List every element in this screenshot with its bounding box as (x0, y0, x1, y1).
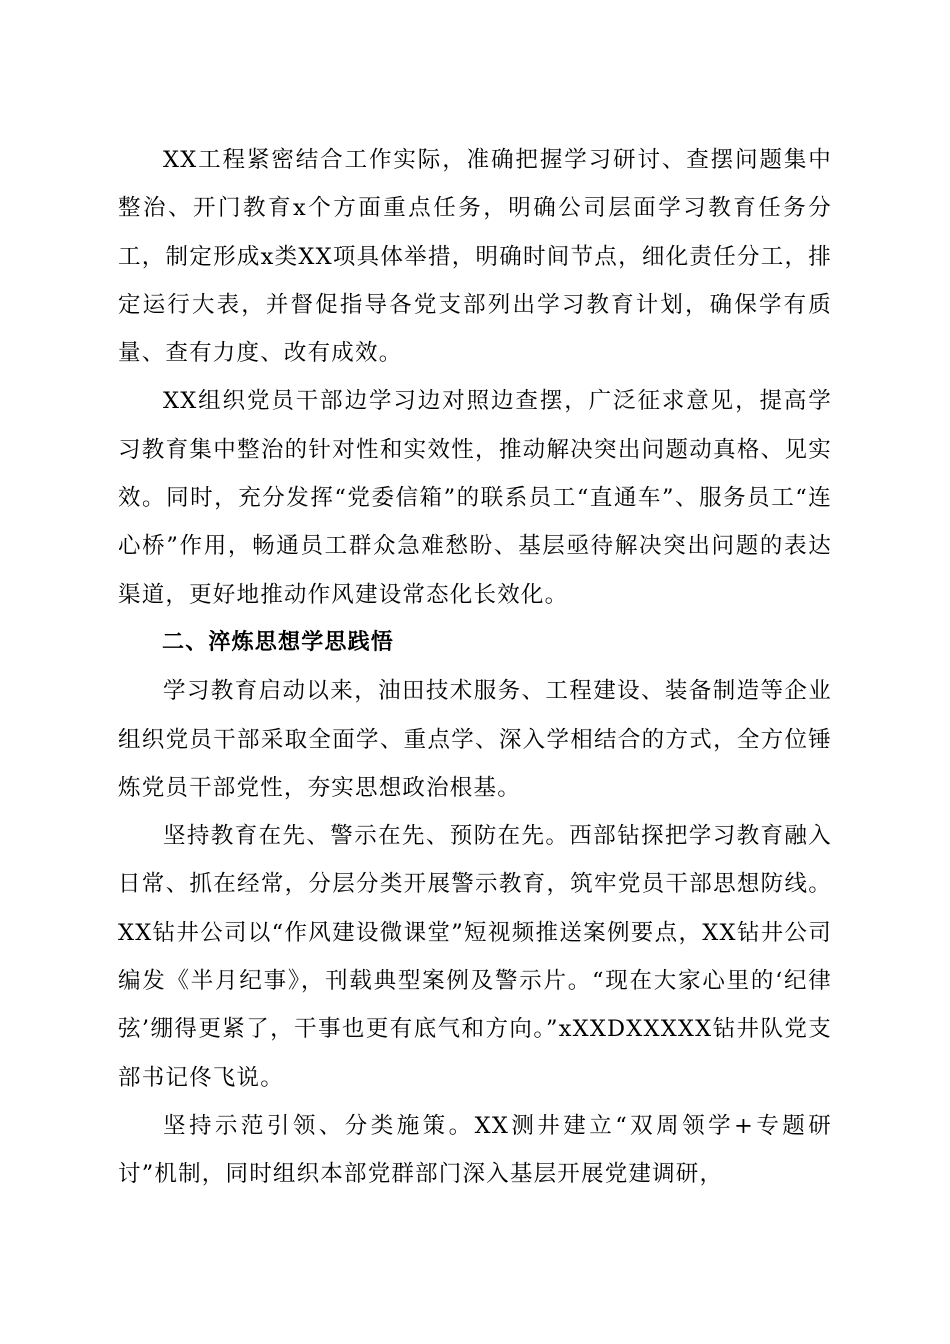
paragraph-self-inspection: XX组织党员干部边学习边对照边查摆，广泛征求意见，提高学习教育集中整治的针对性和实效性，推动解决突出问题动真格、见实效。同时，充分发挥“党委信箱”的联系员工“直通车”、服务员工“连心桥”作用，畅通员工群众急难愁盼、基层亟待解决突出问题的表达渠道，更好地推动作风建设常态化长效化。 (118, 388, 832, 608)
paragraph-demonstration: 坚持示范引领、分类施策。XX测井建立“双周领学+专题研讨”机制，同时组织本部党群部门深入基层开展党建调研， (118, 1112, 832, 1188)
paragraph-warning-education: 坚持教育在先、警示在先、预防在先。西部钻探把学习教育融入日常、抓在经常，分层分类开展警示教育，筑牢党员干部思想防线。XX钻井公司以“作风建设微课堂”短视频推送案例要点，XX钻井公司编发《半月纪事》，刊载典型案例及警示片。“现在大家心里的‘纪律弦’绷得更紧了，干事也更有底气和方向。”xXXDXXXXX钻井队党支部书记佟飞说。 (118, 823, 832, 1091)
paragraph-task-planning: XX工程紧密结合工作实际，准确把握学习研讨、查摆问题集中整治、开门教育x个方面重点任务，明确公司层面学习教育任务分工，制定形成x类XX项具体举措，明确时间节点，细化责任分工，排定运行大表，并督促指导各党支部列出学习教育计划，确保学有质量、查有力度、改有成效。 (118, 147, 832, 367)
section-heading: 二、淬炼思想学思践悟 (162, 629, 395, 655)
paragraph-study-launch: 学习教育启动以来，油田技术服务、工程建设、装备制造等企业组织党员干部采取全面学、重点学、深入学相结合的方式，全方位锤炼党员干部党性，夯实思想政治根基。 (118, 678, 832, 801)
document-body (118, 136, 832, 1199)
